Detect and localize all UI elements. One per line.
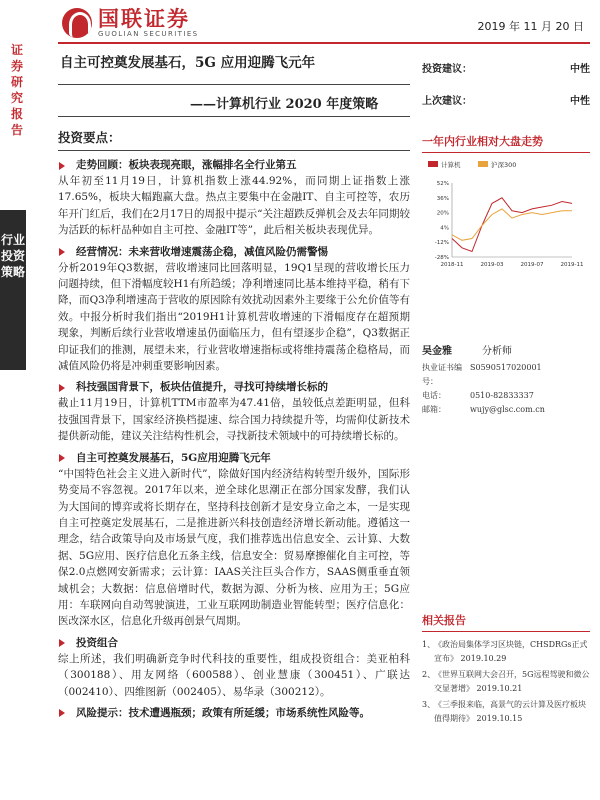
bullet-arrow-icon [58,247,67,256]
company-logo [62,6,198,40]
title-divider [58,84,410,85]
relative-performance-chart [422,157,590,269]
section-body: 综上所述，我们明确新竞争时代科技的重要性，组成投资组合：美亚柏科（300188）、用友网络（600588）、创业慧康（300451）、广联达（002410）、四维图新（002405）、易华录（300212）。 [58,652,410,698]
rating-current [422,60,590,75]
brand-name-en: GUOLIAN SECURITIES [98,30,199,38]
x-tick-label: 2019-11 [560,262,584,268]
x-tick-label: 2019-07 [520,262,544,268]
section-body: 分析2019年Q3数据，营收增速同比回落明显，19Q1呈现的营收增长压力问题持续，但下滑幅度较H1有所趋缓；净利增速同比基本维持平稳，稍有下降，而Q3净利增速高于营收的原因除有效扰动因素外主要缘于公允价值等有效。中报分析时我们指出“2019H1计算机营收增速的下滑幅度存在超预期现象，判断后续行业营收增速虽仍面临压力，但有望逐步企稳”，Q3数据正印证我们的推测，展望未来，行业营收增速指标或将维持震荡企稳格局，而减值风险仍将是冲刺重要影响因素。 [58,261,410,373]
sidebar-top-label: 证券研究报告 [10,43,23,137]
related-reports [422,612,590,728]
bullet-arrow-icon [58,161,67,170]
bullet-arrow-icon [58,708,67,717]
y-tick-label: -28% [434,255,449,261]
bullet-arrow-icon [58,453,67,462]
series-line [452,209,572,240]
section-heading: 经营情况：未来营收增速震荡企稳，减值风险仍需警惕 [58,244,410,260]
logo-emblem-icon [62,8,92,38]
rating-label: 上次建议： [422,96,472,107]
report-date: 2019 年 11 月 20 日 [477,20,584,33]
header-divider [58,42,590,44]
section-heading: 风险提示：技术遭遇瓶颈；政策有所延缓；市场系统性风险等。 [58,705,410,721]
bullet-arrow-icon [58,638,67,647]
rating-value: 中性 [570,96,590,107]
main-content [58,128,410,721]
chart-heading: 一年内行业相对大盘走势 [422,133,590,153]
section-heading: 走势回顾：板块表现亮眼，涨幅排名全行业第五 [58,157,410,173]
brand-name-cn: 国联证券 [98,7,190,31]
rating-value: 中性 [570,64,590,75]
report-title: 自主可控奠发展基石，5G 应用迎腾飞元年 [60,55,316,71]
x-tick-label: 2019-03 [480,262,504,268]
y-tick-label: 52% [436,181,449,187]
subtitle-divider [58,116,410,117]
section-body: 从年初至11月19日，计算机指数上涨44.92%，而同期上证指数上涨17.65%，板块大幅跑赢大盘。热点主要集中在金融IT、自主可控等，农历年开门红后，我们在2月17日的周报中提示“关注超跌反弹机会及去年同期较为活跃的标杆品种如自主可控、金融IT等”，此后相关板块表现优异。 [58,175,410,237]
section-body: 截止11月19日，计算机TTM市盈率为47.41倍，虽较低点差距明显，但科技强国背景下，国家经济换档提速、综合国力持续提升等，均需仰仗新技术提供新动能，建议关注结构性机会，寻找新技术领域中的可持续增长标的。 [58,397,410,443]
section-heading: 投资组合 [58,635,410,651]
related-reports-heading: 相关报告 [422,612,590,632]
analyst-role: 分析师 [482,346,512,357]
series-line [452,198,572,252]
rating-previous [422,92,590,107]
section-heading: 自主可控奠发展基石，5G应用迎腾飞元年 [58,450,410,466]
legend-label: 沪深300 [491,161,517,169]
section-body: “中国特色社会主义进入新时代”，除做好国内经济结构转型升级外，国际形势变局不容忽视。2017年以来，逆全球化思潮正在部分国家发酵，我们认为大国间的博弈或将长期存在，坚持科技创新才是安身立命之本，一是实现自主可控奠定发展基石，二是推进新兴科技创造经济增长新动能。遵循这一理念，结合政策导向及市场景气度，我们推荐选出信息安全、云计算、大数据、5G应用、医疗信息化五条主线，信息安全：贸易摩擦催化自主可控，等保2.0点燃网安新需求；云计算：IAAS关注巨头合作方，SAAS侧重垂直领域机会；大数据：信息倍增时代，数据为源、分析为核、应用为王；5G应用：车联网向自动驾驶演进，工业互联网助制造业智能转型；医疗信息化：医改深水区，信息化升级再创景气周期。 [58,467,410,628]
legend-swatch [428,161,438,167]
report-subtitle: ——计算机行业 2020 年度策略 [190,97,379,112]
analyst-info-row: 邮箱： wujy@glsc.com.cn [422,405,545,414]
related-report-item[interactable]: 3、 《三季报来临，高景气的云计算及医疗板块值得期待》 2019.10.15 [422,700,586,723]
x-tick-label: 2018-11 [440,262,464,268]
y-tick-label: 20% [436,210,449,217]
rating-label: 投资建议： [422,64,472,75]
related-report-item[interactable]: 2、 《世界互联网大会召开，5G远程驾驶和微公交显著增》 2019.10.21 [422,670,590,693]
analyst-info-row: 执业证书编号： S0590517020001 [422,363,542,386]
y-tick-label: 36% [436,195,449,202]
y-tick-label: -12% [434,240,449,247]
chart-block [422,133,590,269]
sidebar-category-block: 行业投资策略 [0,210,26,370]
analyst-block [422,345,590,417]
legend-swatch [478,161,488,167]
related-report-item[interactable]: 1、 《政治局集体学习区块链，CHSDRGs正式宣布》 2019.10.29 [422,640,588,663]
section-heading: 科技强国背景下，板块估值提升，寻找可持续增长标的 [58,379,410,395]
analyst-name: 吴金雅 [422,346,452,357]
legend-label: 计算机 [441,161,461,169]
key-points-heading: 投资要点： [58,128,410,151]
y-tick-label: 4% [440,225,449,232]
analyst-info-row: 电话： 0510-82833337 [422,391,534,400]
bullet-arrow-icon [58,383,67,392]
